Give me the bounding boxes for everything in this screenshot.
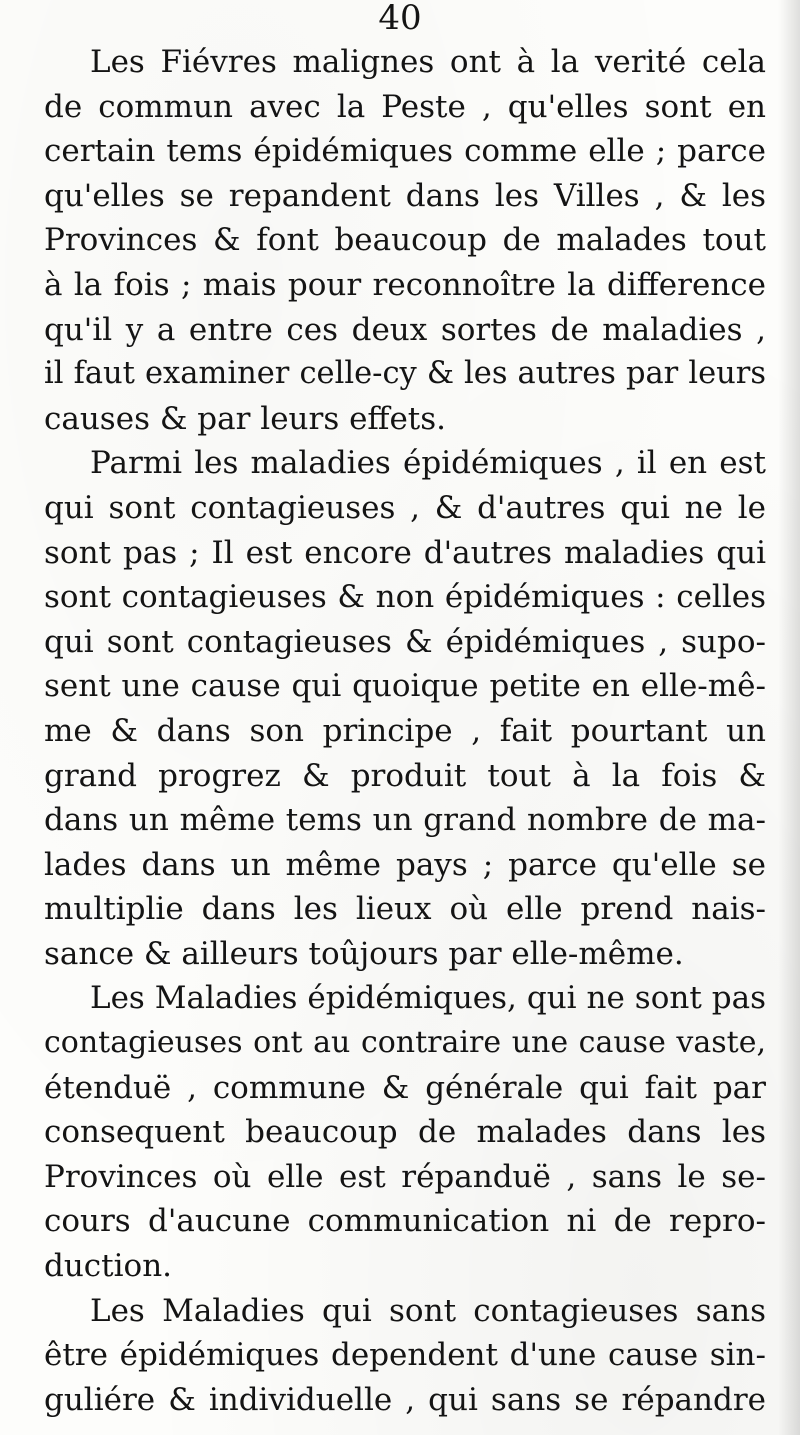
text-line: qui sont contagieuses , & d'autres qui ne le bbox=[44, 489, 766, 526]
paragraph-first-line: Parmi les maladies épidémiques , il en est bbox=[90, 445, 766, 482]
text-line: sont pas ; Il est encore d'autres maladies qui bbox=[44, 534, 766, 571]
text-line: qui sont contagieuses & épidémiques , supo- bbox=[44, 623, 766, 660]
paragraph-first-line: Les Maladies qui sont contagieuses sans bbox=[90, 1292, 766, 1329]
text-line: sance & ailleurs toûjours par elle-même. bbox=[44, 935, 684, 972]
text-line: il faut examiner celle-cy & les autres par leurs bbox=[44, 356, 766, 392]
text-line: certain tems épidémiques comme elle ; parce bbox=[44, 133, 766, 170]
text-line: duction. bbox=[44, 1248, 173, 1285]
text-line: cours d'aucune communication ni de repro- bbox=[44, 1203, 766, 1240]
text-line: me & dans son principe , fait pourtant un bbox=[44, 712, 766, 749]
page-edge-shadow bbox=[778, 0, 800, 1435]
body-text bbox=[44, 40, 766, 1422]
text-line: grand progrez & produit tout à la fois & bbox=[44, 757, 766, 794]
text-line: Provinces & font beaucoup de malades tout bbox=[44, 222, 766, 259]
text-line: qu'il y a entre ces deux sortes de maladies , bbox=[44, 311, 766, 348]
paragraph-first-line: Les Fiévres malignes ont à la verité cela bbox=[90, 44, 766, 80]
paragraph-first-line: Les Maladies épidémiques, qui ne sont pas bbox=[90, 980, 766, 1017]
text-line: être épidémiques dependent d'une cause sin- bbox=[44, 1337, 766, 1374]
text-line: dans un même tems un grand nombre de ma- bbox=[44, 802, 766, 839]
text-line: sent une cause qui quoique petite en elle-mê- bbox=[44, 668, 766, 705]
text-line: de commun avec la Peste , qu'elles sont en bbox=[44, 88, 766, 125]
text-line: lades dans un même pays ; parce qu'elle se bbox=[44, 846, 766, 883]
text-line: guliére & individuelle , qui sans se répandre bbox=[44, 1381, 766, 1418]
text-line: Provinces où elle est répanduë , sans le se- bbox=[44, 1158, 766, 1195]
text-line: consequent beaucoup de malades dans les bbox=[44, 1114, 766, 1151]
text-line: étenduë , commune & générale qui fait par bbox=[44, 1069, 766, 1106]
text-line: causes & par leurs effets. bbox=[44, 400, 447, 437]
page-number: 40 bbox=[378, 0, 422, 38]
text-line: sont contagieuses & non épidémiques : celles bbox=[44, 579, 766, 616]
text-line: à la fois ; mais pour reconnoître la difference bbox=[44, 266, 766, 303]
text-line: contagieuses ont au contraire une cause vaste, bbox=[44, 1025, 766, 1061]
text-line: qu'elles se repandent dans les Villes , & les bbox=[44, 177, 766, 214]
text-line: multiplie dans les lieux où elle prend nais- bbox=[44, 891, 766, 928]
